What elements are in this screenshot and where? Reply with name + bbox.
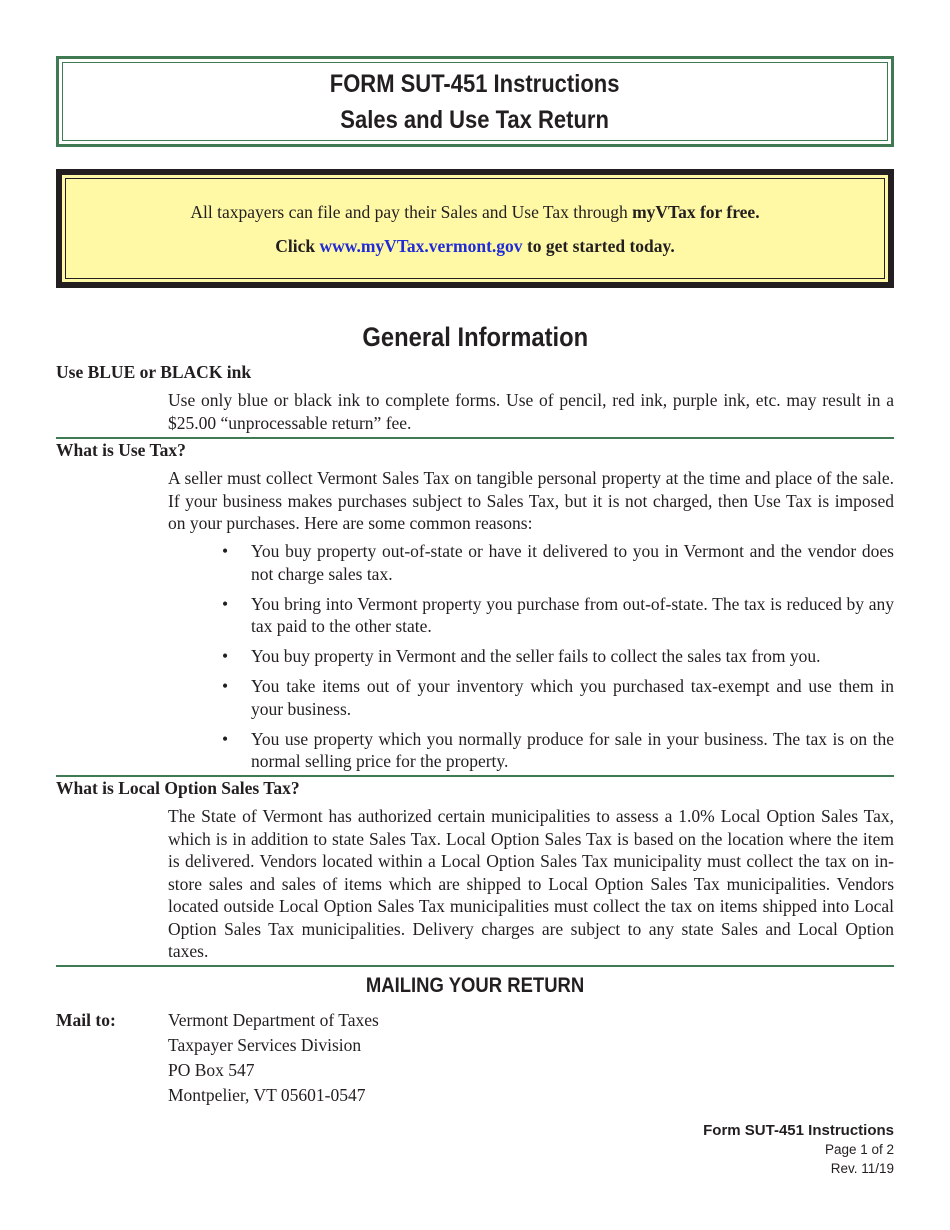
- footer-page-number: Page 1 of 2: [824, 1142, 894, 1157]
- local-option-heading: What is Local Option Sales Tax?: [56, 778, 300, 798]
- notice-line-1: [190, 195, 759, 229]
- list-item: • You use property which you normally produce for sale in your business. The tax is on the normal selling price for the property.: [222, 728, 894, 771]
- section-divider: [56, 775, 894, 777]
- bullet-icon: •: [222, 728, 229, 749]
- address-line: Vermont Department of Taxes: [168, 1010, 379, 1030]
- list-item: • You buy property out-of-state or have it delivered to you in Vermont and the vendor does not charge sales tax.: [222, 541, 894, 584]
- address-line: Montpelier, VT 05601-0547: [168, 1085, 366, 1105]
- use-tax-reasons-list: [222, 540, 894, 780]
- mailing-address: [168, 1008, 379, 1108]
- title-box: [56, 56, 894, 147]
- bullet-icon: •: [222, 676, 229, 696]
- local-option-text: The State of Vermont has authorized certain municipalities to assess a 1.0% Local Option Sales Tax, which is in addition to state Sales Tax. Local Option Sales Tax is based on the location where the item is delivered. Vendors located within a Local Option Sales Tax municipality must collect the tax on in-store sales and sales of items which are shipped to Local Option Sales Tax municipalities. Vendors located outside Local Option Sales Tax municipalities must collect the tax on items shipped into Local Option Sales Tax municipalities. Delivery charges are subject to any state Sales and Local Option taxes.: [168, 806, 894, 961]
- bullet-icon: •: [222, 646, 229, 666]
- use-tax-heading: What is Use Tax?: [56, 440, 186, 460]
- notice-bold-text: myVTax for free.: [632, 201, 760, 222]
- myvtax-notice-inner: [65, 178, 885, 279]
- page-footer: [703, 1121, 894, 1178]
- myvtax-link[interactable]: www.myVTax.vermont.gov: [319, 235, 523, 256]
- list-item: • You bring into Vermont property you purchase from out-of-state. The tax is reduced by any tax paid to the other state.: [222, 593, 894, 636]
- notice-cta-text: to get started today.: [522, 235, 675, 256]
- list-item: • You buy property in Vermont and the seller fails to collect the sales tax from you.: [222, 646, 821, 666]
- address-line: Taxpayer Services Division: [168, 1035, 362, 1055]
- bullet-icon: •: [222, 541, 229, 561]
- footer-form-name: Form SUT-451 Instructions: [703, 1122, 894, 1139]
- title-inner-frame: [62, 62, 888, 141]
- mail-to-label: Mail to:: [56, 1010, 116, 1030]
- general-information-heading: General Information: [362, 322, 588, 352]
- notice-text: All taxpayers can file and pay their Sales and Use Tax through: [190, 201, 633, 222]
- bullet-icon: •: [222, 593, 229, 614]
- footer-revision: Rev. 11/19: [830, 1161, 894, 1176]
- list-item: • You take items out of your inventory which you purchased tax-exempt and use them in your business.: [222, 676, 894, 719]
- ink-section-heading: Use BLUE or BLACK ink: [56, 362, 252, 382]
- form-subtitle: Sales and Use Tax Return: [340, 105, 610, 134]
- section-divider: [56, 437, 894, 439]
- notice-click-text: Click: [275, 235, 320, 256]
- notice-line-2: [275, 229, 674, 263]
- mailing-heading: MAILING YOUR RETURN: [365, 974, 585, 997]
- form-title: FORM SUT-451 Instructions: [330, 69, 620, 98]
- myvtax-notice-box: [56, 169, 894, 288]
- use-tax-text: A seller must collect Vermont Sales Tax on tangible personal property at the time and place of the sale. If your business makes purchases subject to Sales Tax, but it is not charged, then Use Tax is imposed on your purchases. Here are some common reasons:: [168, 468, 894, 533]
- section-divider: [56, 965, 894, 967]
- address-line: PO Box 547: [168, 1060, 255, 1080]
- ink-section-text: Use only blue or black ink to complete forms. Use of pencil, red ink, purple ink, etc. may result in a $25.00 “unprocessable return” fee.: [168, 390, 894, 433]
